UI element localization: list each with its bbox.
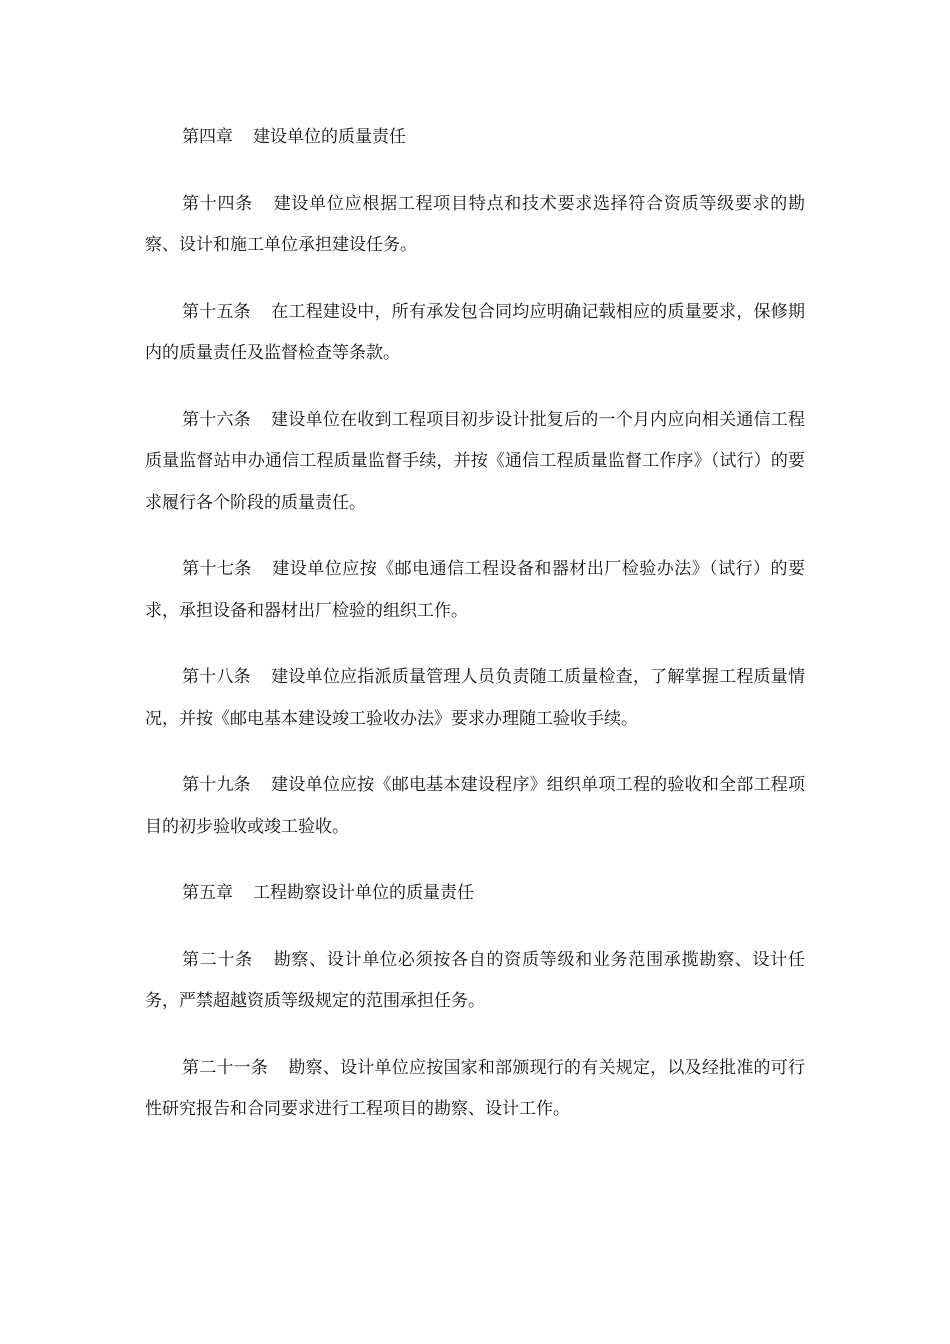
article-16 bbox=[145, 400, 805, 525]
chapter-number: 第四章 bbox=[182, 127, 233, 147]
article-text: 在工程建设中，所有承发包合同均应明确记载相应的质量要求，保修期内的质量责任及监督检查等条款。 bbox=[145, 301, 806, 363]
chapter-heading-5 bbox=[145, 873, 805, 915]
article-number: 第十四条 bbox=[182, 193, 253, 214]
article-number: 第十五条 bbox=[182, 301, 251, 322]
article-17 bbox=[145, 549, 805, 632]
chapter-number: 第五章 bbox=[182, 883, 233, 903]
article-14 bbox=[145, 184, 805, 267]
article-text: 建设单位应按《邮电基本建设程序》组织单项工程的验收和全部工程项目的初步验收或竣工验收。 bbox=[145, 775, 806, 837]
article-number: 第十九条 bbox=[182, 775, 251, 795]
chapter-title: 工程勘察设计单位的质量责任 bbox=[253, 883, 474, 903]
article-number: 第十七条 bbox=[182, 559, 252, 579]
article-19 bbox=[145, 765, 805, 848]
chapter-title: 建设单位的质量责任 bbox=[253, 127, 406, 147]
article-15 bbox=[145, 292, 805, 375]
article-text: 建设单位应按《邮电通信工程设备和器材出厂检验办法》（试行）的要求，承担设备和器材出厂检验的组织工作。 bbox=[145, 559, 806, 621]
article-18 bbox=[145, 657, 805, 740]
article-text: 建设单位应指派质量管理人员负责随工质量检查，了解掌握工程质量情况，并按《邮电基本建设竣工验收办法》要求办理随工验收手续。 bbox=[145, 667, 806, 729]
article-20 bbox=[145, 940, 805, 1023]
document-body bbox=[145, 117, 805, 1156]
article-text: 建设单位在收到工程项目初步设计批复后的一个月内应向相关通信工程质量监督站申办通信工程质量监督手续，并按《通信工程质量监督工作序》（试行）的要求履行各个阶段的质量责任。 bbox=[145, 409, 806, 513]
article-text: 建设单位应根据工程项目特点和技术要求选择符合资质等级要求的勘察、设计和施工单位承担建设任务。 bbox=[145, 193, 806, 255]
article-21 bbox=[145, 1048, 805, 1131]
article-text: 勘察、设计单位必须按各自的资质等级和业务范围承揽勘察、设计任务，严禁超越资质等级规定的范围承担任务。 bbox=[145, 949, 806, 1011]
article-number: 第二十条 bbox=[182, 949, 253, 970]
chapter-heading-4 bbox=[145, 117, 805, 159]
article-text: 勘察、设计单位应按国家和部颁现行的有关规定，以及经批准的可行性研究报告和合同要求进行工程项目的勘察、设计工作。 bbox=[145, 1057, 806, 1119]
article-number: 第二十一条 bbox=[182, 1057, 269, 1078]
article-number: 第十六条 bbox=[182, 409, 251, 430]
article-number: 第十八条 bbox=[182, 667, 251, 687]
